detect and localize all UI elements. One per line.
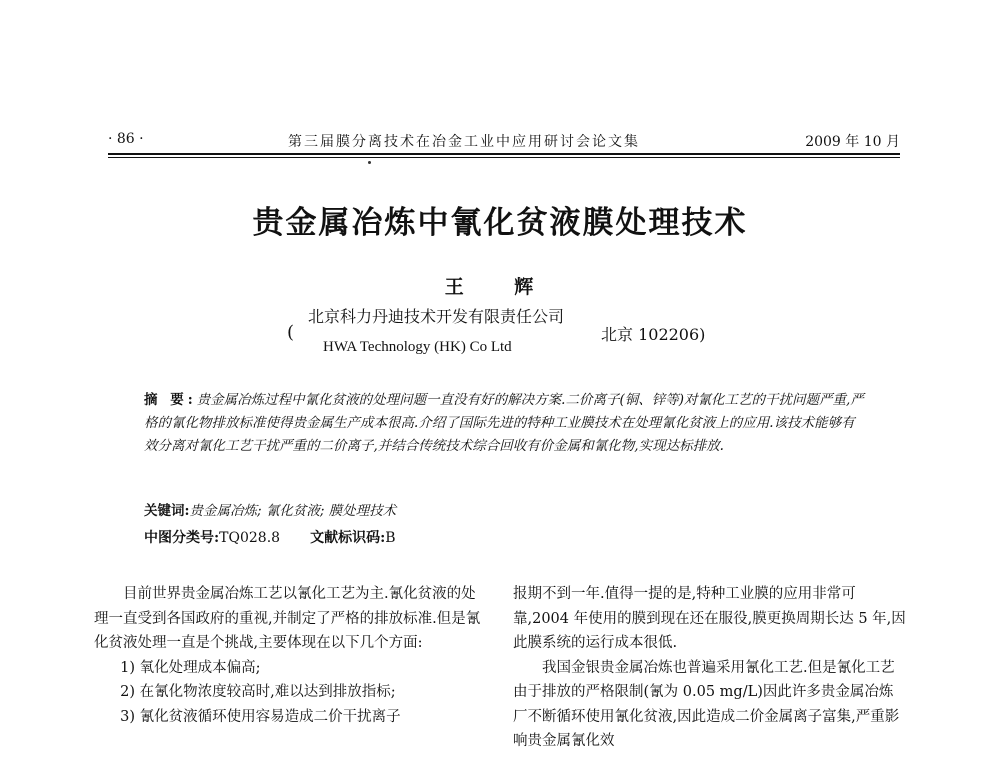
- print-speck: [368, 161, 371, 164]
- body-paragraph: 目前世界贵金属冶炼工艺以氰化工艺为主.氰化贫液的处理一直受到各国政府的重视,并制定了严格的排放标准.但是氰化贫液处理一直是个挑战,主要体现在以下几个方面:: [94, 586, 481, 651]
- body-column-left: [94, 582, 490, 729]
- list-item: 2) 在氰化物浓度较高时,难以达到排放指标;: [120, 684, 396, 700]
- affiliation-city-postcode: 北京 102206): [601, 325, 706, 344]
- journal-title: 第三届膜分离技术在冶金工业中应用研讨会论文集: [288, 134, 640, 150]
- clc-value: TQ028.8: [219, 530, 281, 546]
- header-rule-thick: [108, 153, 900, 155]
- page-number: · 86 ·: [108, 131, 144, 147]
- header-rule-thin: [108, 157, 900, 158]
- affiliation-paren: (: [287, 322, 295, 343]
- classification: [144, 527, 864, 547]
- doc-code-value: B: [385, 530, 396, 546]
- list-item: 3) 氰化贫液循环使用容易造成二价干扰离子: [120, 708, 401, 725]
- abstract-text: 贵金属冶炼过程中氰化贫液的处理问题一直没有好的解决方案.二价离子(铜、锌等)对氰化工艺的干扰问题严重,严格的氰化物排放标准使得贵金属生产成本很高.介绍了国际先进的特种工业膜技术在处理氰化贫液上的应用.该技术能够有效分离对氰化工艺干扰严重的二价离子,并结合传统技术综合回收有价金属和氰化物,实现达标排放.: [144, 392, 864, 454]
- article-title: 贵金属冶炼中氰化贫液膜处理技术: [252, 205, 748, 241]
- abstract-label: 摘 要:: [144, 392, 197, 408]
- body-paragraph: 我国金银贵金属冶炼也普遍采用氰化工艺.但是氰化工艺由于排放的严格限制(氰为 0.05 mg/L)因此许多贵金属冶炼厂不断循环使用氰化贫液,因此造成二价金属离子富集,严重影响贵金属氰化效: [513, 659, 900, 749]
- list-item: 1) 氧化处理成本偏高;: [120, 659, 261, 676]
- running-header: [108, 131, 900, 153]
- author-name: [0, 272, 1000, 299]
- affiliation-chinese: 北京科力丹迪技术开发有限责任公司: [308, 307, 565, 326]
- keywords: [144, 499, 864, 519]
- doc-code-label: 文献标识码:: [310, 530, 386, 546]
- issue-date: 2009 年 10 月: [805, 134, 900, 150]
- body-column-right: [513, 582, 907, 754]
- author-name-text: 王 辉: [444, 276, 556, 298]
- body-paragraph: 报期不到一年.值得一提的是,特种工业膜的应用非常可靠,2004 年使用的膜到现在还在服役,膜更换周期长达 5 年,因此膜系统的运行成本很低.: [513, 586, 906, 651]
- affiliation-english: HWA Technology (HK) Co Ltd: [323, 339, 512, 355]
- clc-label: 中图分类号:: [144, 530, 220, 546]
- keywords-label: 关键词:: [144, 503, 190, 519]
- abstract: [144, 389, 864, 458]
- keywords-text: 贵金属冶炼; 氰化贫液; 膜处理技术: [189, 503, 397, 519]
